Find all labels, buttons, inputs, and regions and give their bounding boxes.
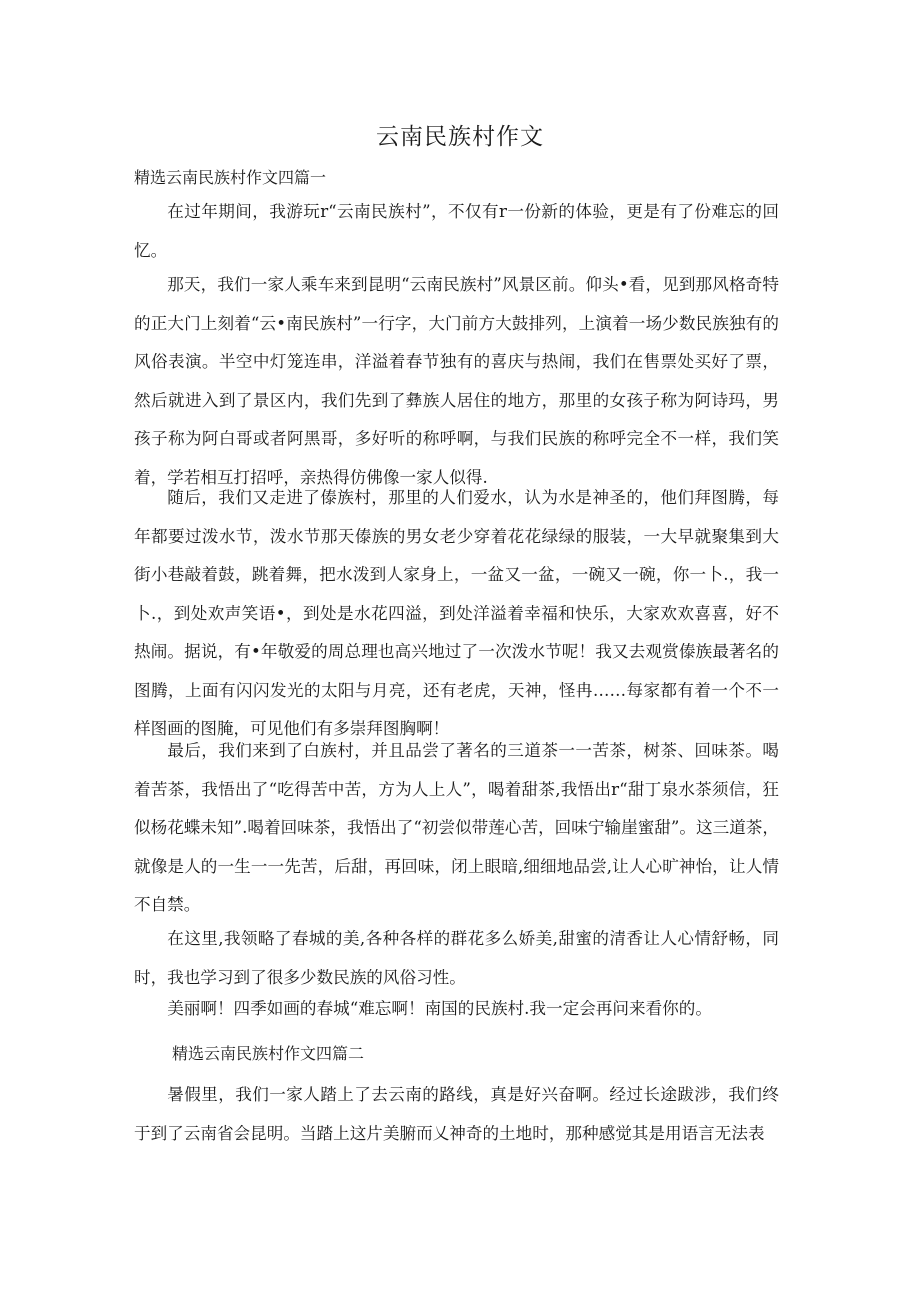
section-1-heading: 精选云南民族村作文四篇一 (134, 168, 327, 187)
paragraph: 那天，我们一家人乘车来到昆明“云南民族村”风景区前。仰头•看，见到那风格奇特的正大门上刻着“云•南民族村”一行字，大门前方大鼓排列，上演着一场少数民族独有的风俗表演。半空中灯笼连串，洋溢着春节独有的喜庆与热闹，我们在售票处买好了票，然后就进入到了景区内，我们先到了彝族人居住的地方，那里的女孩子称为阿诗玛，男孩子称为阿白哥或者阿黑哥，多好听的称呼啊，与我们民族的称呼完全不一样，我们笑着，学若相互打招呼，亲热得仿佛像一家人似得. (134, 275, 779, 487)
paragraph: 美丽啊！四季如画的春城“难忘啊！南国的民族村.我一定会再问来看你的。 (167, 999, 712, 1018)
paragraph: 在过年期间，我游玩r“云南民族村”，不仅有r一份新的体验，更是有了份难忘的回忆。 (134, 202, 779, 260)
section-2-heading: 精选云南民族村作文四篇二 (172, 1044, 365, 1063)
paragraph: 最后，我们来到了白族村，并且品尝了著名的三道茶一一苦茶，树茶、回味茶。喝着苦茶，我悟出了“吃得苦中苦，方为人上人”，喝着甜茶,我悟出r“甜丁泉水茶须信，狂似杨花蝶未知”.喝着回味茶，我悟出了“初尝似带莲心苦，回味宁输崖蜜甜”。这三道茶，就像是人的一生一一先苦，后甜，再回味，闭上眼暗,细细地品尝,让人心旷神怡，让人情不自禁。 (134, 741, 779, 914)
paragraph: 在这里,我领略了春城的美,各种各样的群花多么娇美,甜蜜的清香让人心情舒畅，同时，我也学习到了很多少数民族的风俗习性。 (134, 929, 779, 987)
paragraph: 暑假里，我们一家人踏上了去云南的路线，真是好兴奋啊。经过长途跋涉，我们终于到了云南省会昆明。当踏上这片美腑而乂神奇的土地时，那种感觉其是用语言无法表 (134, 1085, 779, 1143)
document-title: 云南民族村作文 (376, 124, 544, 150)
paragraph: 随后，我们又走进了傣族村，那里的人们爱水，认为水是神圣的，他们拜图腾，每年都要过泼水节，泼水节那天傣族的男女老少穿着花花绿绿的服装，一大早就聚集到大街小巷敲着鼓，跳着舞，把水泼到人家身上，一盆又一盆，一碗又一碗，你一卜.，我一卜.，到处欢声笑语•，到处是水花四溢，到处洋溢着幸福和快乐，大家欢欢喜喜，好不热闹。据说，有•年敬爱的周总理也高兴地过了一次泼水节呢！我又去观赏傣族最著名的图腾，上面有闪闪发光的太阳与月亮，还有老虎，天神，怪冉……每家都有着一个不一样图画的图腌，可见他们有多崇拜图胸啊！ (134, 488, 779, 738)
